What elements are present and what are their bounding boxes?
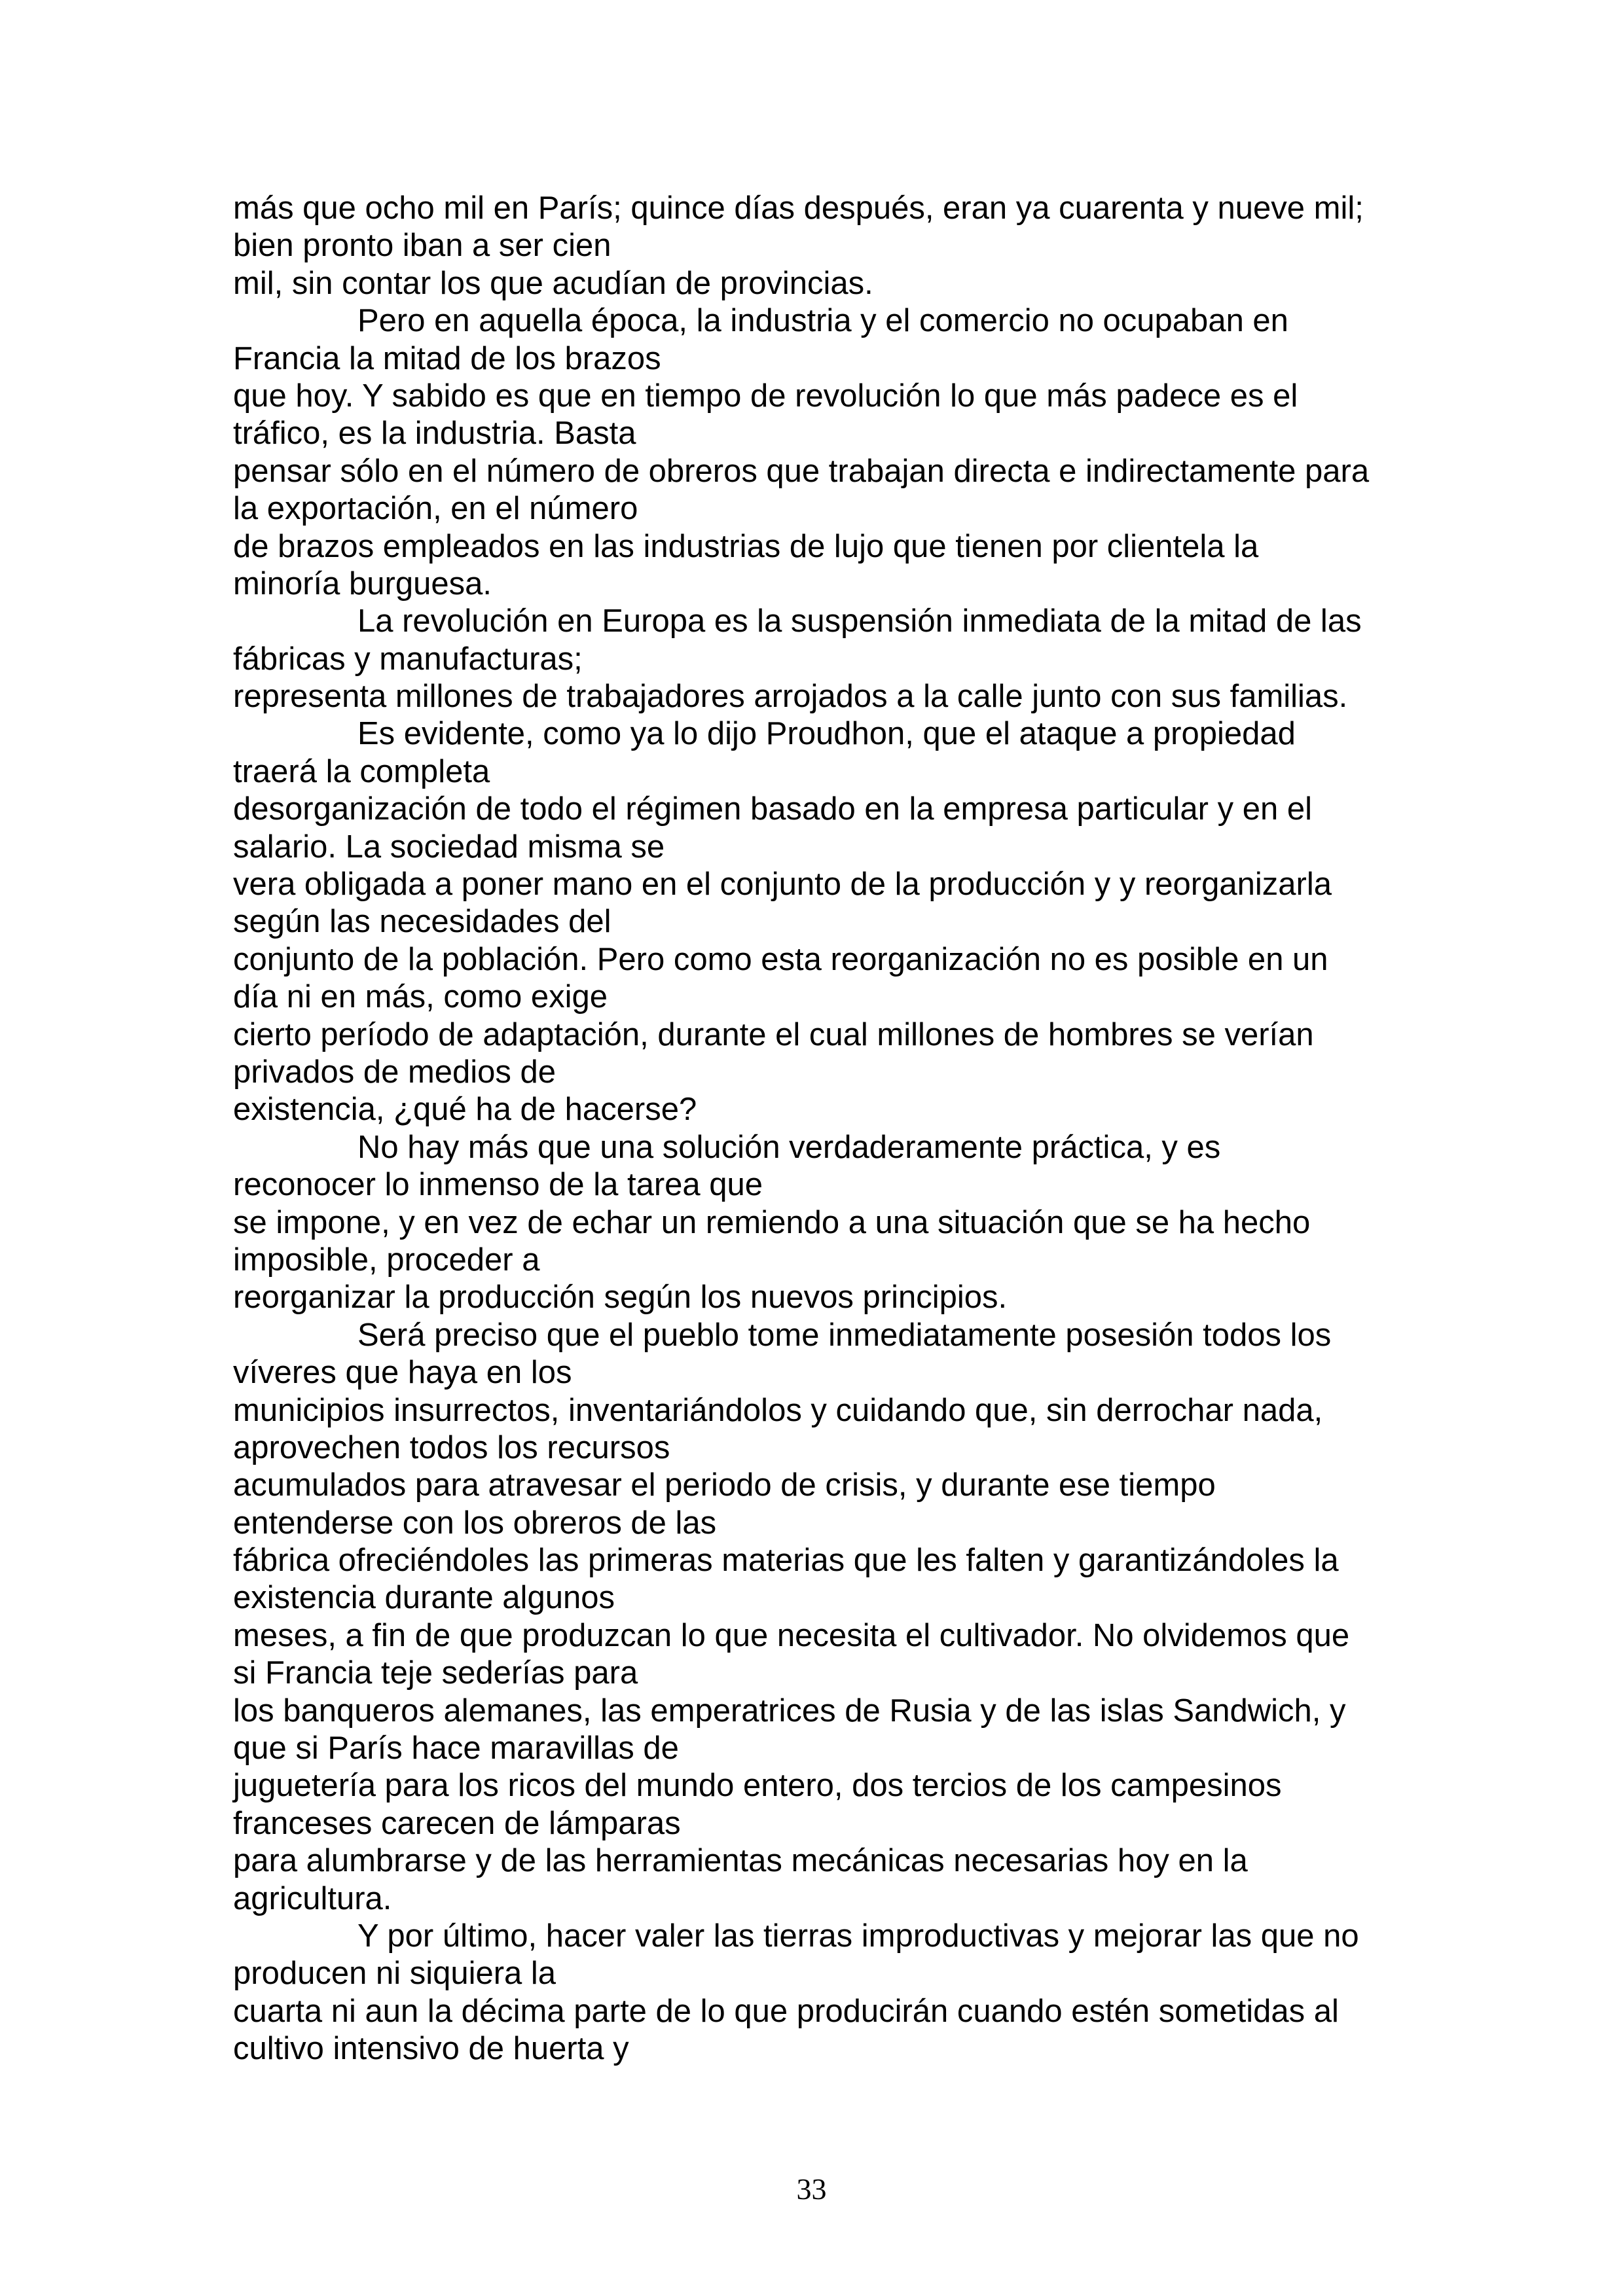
text-line: cierto período de adaptación, durante el cual millones de hombres se verían xyxy=(233,1016,1314,1052)
text-line: fábrica ofreciéndoles las primeras materias que les falten y garantizándoles la xyxy=(233,1543,1339,1579)
text-line: representa millones de trabajadores arrojados a la calle junto con sus familias. xyxy=(233,679,1348,715)
text-line: Es evidente, como ya lo dijo Proudhon, que el ataque a propiedad xyxy=(357,716,1296,752)
text-line: mil, sin contar los que acudían de provincias. xyxy=(233,265,873,301)
text-line: juguetería para los ricos del mundo entero, dos tercios de los campesinos xyxy=(233,1768,1282,1804)
text-line: que si París hace maravillas de xyxy=(233,1731,679,1767)
text-line: si Francia teje sederías para xyxy=(233,1655,638,1691)
text-line: la exportación, en el número xyxy=(233,491,638,527)
text-line: Pero en aquella época, la industria y el comercio no ocupaban en xyxy=(357,303,1288,339)
text-line: que hoy. Y sabido es que en tiempo de revolución lo que más padece es el xyxy=(233,378,1298,414)
text-line: vera obligada a poner mano en el conjunto de la producción y y reorganizarla xyxy=(233,867,1332,903)
text-line: desorganización de todo el régimen basado en la empresa particular y en el xyxy=(233,791,1312,827)
text-line: meses, a fin de que produzcan lo que necesita el cultivador. No olvidemos que xyxy=(233,1617,1350,1653)
page-number: 33 xyxy=(796,2172,827,2206)
text-line: bien pronto iban a ser cien xyxy=(233,228,611,264)
text-line: salario. La sociedad misma se xyxy=(233,829,665,865)
text-line: conjunto de la población. Pero como esta reorganización no es posible en un xyxy=(233,941,1328,977)
text-line: producen ni siquiera la xyxy=(233,1956,556,1992)
text-line: víveres que haya en los xyxy=(233,1355,572,1391)
text-line: cuarta ni aun la décima parte de lo que producirán cuando estén sometidas al xyxy=(233,1993,1339,2029)
text-line: privados de medios de xyxy=(233,1054,556,1090)
text-line: según las necesidades del xyxy=(233,904,611,940)
text-line: los banqueros alemanes, las emperatrices de Rusia y de las islas Sandwich, y xyxy=(233,1693,1346,1729)
text-line: se impone, y en vez de echar un remiendo a una situación que se ha hecho xyxy=(233,1204,1311,1240)
text-line: acumulados para atravesar el periodo de crisis, y durante ese tiempo xyxy=(233,1467,1216,1503)
text-line: tráfico, es la industria. Basta xyxy=(233,416,636,452)
text-line: No hay más que una solución verdaderamente práctica, y es xyxy=(357,1129,1221,1165)
text-line: traerá la completa xyxy=(233,753,490,789)
body-text xyxy=(233,190,1412,2068)
text-line: franceses carecen de lámparas xyxy=(233,1805,681,1841)
text-line: reconocer lo inmenso de la tarea que xyxy=(233,1167,763,1203)
text-line: cultivo intensivo de huerta y xyxy=(233,2031,629,2067)
text-line: entenderse con los obreros de las xyxy=(233,1505,717,1541)
text-line: existencia, ¿qué ha de hacerse? xyxy=(233,1092,697,1128)
text-line: municipios insurrectos, inventariándolos y cuidando que, sin derrochar nada, xyxy=(233,1392,1323,1428)
text-line: día ni en más, como exige xyxy=(233,979,608,1015)
text-line: La revolución en Europa es la suspensión inmediata de la mitad de las xyxy=(357,603,1362,639)
text-line: pensar sólo en el número de obreros que trabajan directa e indirectamente para xyxy=(233,453,1370,489)
text-line: imposible, proceder a xyxy=(233,1242,540,1278)
text-line: Francia la mitad de los brazos xyxy=(233,340,661,376)
text-line: reorganizar la producción según los nuevos principios. xyxy=(233,1280,1008,1316)
text-line: fábricas y manufacturas; xyxy=(233,641,583,677)
text-line: Será preciso que el pueblo tome inmediatamente posesión todos los xyxy=(357,1317,1332,1353)
text-line: minoría burguesa. xyxy=(233,565,492,601)
text-line: de brazos empleados en las industrias de lujo que tienen por clientela la xyxy=(233,528,1259,564)
text-line: existencia durante algunos xyxy=(233,1580,615,1616)
text-line: Y por último, hacer valer las tierras improductivas y mejorar las que no xyxy=(357,1918,1359,1954)
text-line: agricultura. xyxy=(233,1880,392,1916)
text-line: más que ocho mil en París; quince días después, eran ya cuarenta y nueve mil; xyxy=(233,190,1364,226)
text-line: para alumbrarse y de las herramientas mecánicas necesarias hoy en la xyxy=(233,1843,1248,1879)
text-line: aprovechen todos los recursos xyxy=(233,1429,670,1465)
